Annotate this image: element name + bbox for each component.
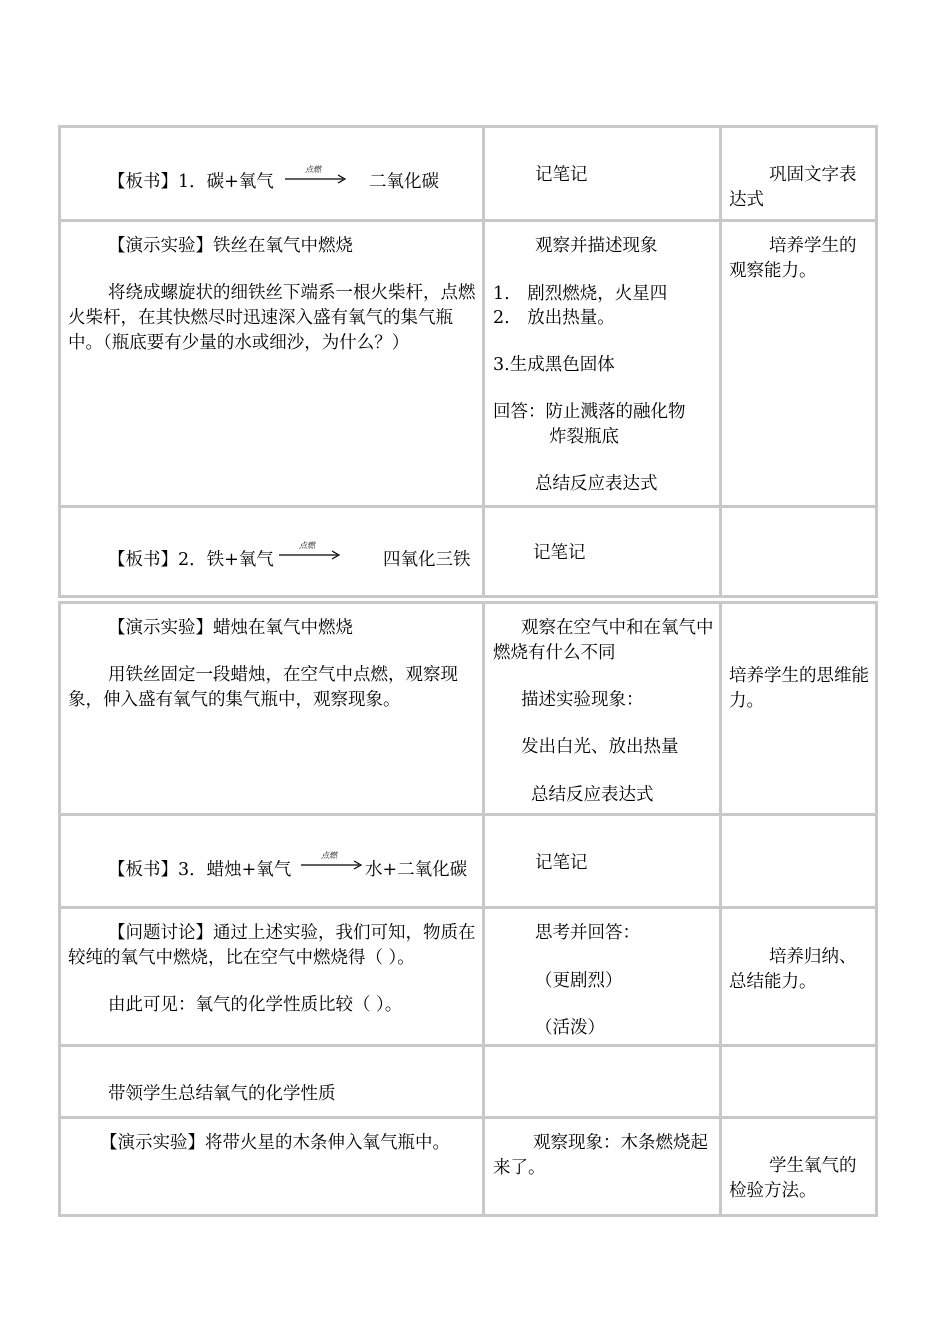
student-line: （更剧烈） [535,971,623,991]
lesson-table-2 [58,601,878,1217]
board-text: 【板书】3．蜡烛+氧气 [108,860,292,880]
reaction-arrow-icon [299,851,365,873]
student-cell [485,816,722,906]
teacher-cell [61,508,485,595]
arrow-label: 点燃 [299,541,315,550]
purpose-cell [722,1119,875,1214]
purpose-cell [722,909,875,1044]
purpose-cell [722,222,875,505]
student-line: 发出白光、放出热量 [521,737,679,757]
purpose-cell [722,816,875,906]
arrow-label: 点燃 [305,165,321,174]
board-text: 【板书】1．碳+氧气 [108,172,274,192]
teacher-cell [61,128,485,219]
table-row [61,128,875,222]
student-line: 记笔记 [535,853,588,873]
board-product: 水+二氧化碳 [365,860,468,880]
student-cell [485,128,722,219]
experiment-body: 用铁丝固定一段蜡烛，在空气中点燃，观察现象，伸入盛有氧气的集气瓶中，观察现象。 [68,665,458,710]
table-row [61,909,875,1047]
student-line: 观察并描述现象 [535,236,658,256]
student-cell [485,1047,722,1116]
table-row [61,222,875,508]
student-line: 记笔记 [533,543,586,563]
student-line: 记笔记 [535,165,588,185]
lesson-table-1 [58,125,878,598]
student-line: 总结反应表达式 [535,474,658,494]
purpose-cell [722,128,875,219]
teacher-cell [61,222,485,505]
student-line: 1. 剧烈燃烧，火星四 [493,284,668,304]
student-cell [485,508,722,595]
teacher-cell [61,1119,485,1214]
table-row [61,816,875,909]
table-row [61,1047,875,1119]
purpose-cell [722,1047,875,1116]
arrow-label: 点燃 [321,851,337,860]
board-product: 四氧化三铁 [383,550,471,570]
teacher-cell [61,604,485,813]
discussion-conclusion: 由此可见：氧气的化学性质比较（ ）。 [108,995,403,1015]
purpose-text: 培养归纳、总结能力。 [729,947,857,992]
discussion-text: 【问题讨论】通过上述实验，我们可知，物质在较纯的氧气中燃烧，比在空气中燃烧得（ ）。 [68,923,476,968]
experiment-title: 【演示实验】铁丝在氧气中燃烧 [108,236,353,256]
summary-text: 带领学生总结氧气的化学性质 [108,1084,336,1104]
student-cell [485,604,722,813]
student-line: 3.生成黑色固体 [493,355,615,375]
student-line: 观察在空气中和在氧气中燃烧有什么不同 [493,618,714,663]
purpose-cell [722,604,875,813]
experiment-title: 【演示实验】蜡烛在氧气中燃烧 [108,618,353,638]
teacher-cell [61,909,485,1044]
student-line: 描述实验现象： [521,690,644,710]
purpose-cell [722,508,875,595]
purpose-text: 培养学生的观察能力。 [729,236,857,281]
student-line: （活泼） [535,1018,605,1038]
experiment-title: 【演示实验】将带火星的木条伸入氧气瓶中。 [100,1133,450,1153]
board-text: 【板书】2．铁+氧气 [108,550,274,570]
student-cell [485,909,722,1044]
reaction-arrow-icon [283,165,349,187]
reaction-arrow-icon [277,541,343,563]
experiment-body: 将绕成螺旋状的细铁丝下端系一根火柴杆，点燃火柴杆，在其快燃尽时迅速深入盛有氧气的集气瓶中。（瓶底要有少量的水或细沙，为什么？） [68,283,476,353]
student-line: 2. 放出热量。 [493,308,615,328]
teacher-cell [61,816,485,906]
purpose-text: 巩固文字表达式 [729,165,857,210]
student-cell [485,222,722,505]
student-cell [485,1119,722,1214]
table-row [61,1119,875,1214]
student-line: 观察现象：木条燃烧起来了。 [493,1133,708,1178]
student-line: 回答：防止溅落的融化物 [493,402,686,422]
table-row [61,604,875,816]
table-row [61,508,875,595]
purpose-text: 培养学生的思维能力。 [729,666,869,711]
student-line: 总结反应表达式 [531,785,654,805]
teacher-cell [61,1047,485,1116]
purpose-text: 学生氧气的检验方法。 [729,1156,857,1201]
board-product: 二氧化碳 [369,172,439,192]
student-line: 思考并回答： [535,923,640,943]
student-line: 炸裂瓶底 [549,427,619,447]
